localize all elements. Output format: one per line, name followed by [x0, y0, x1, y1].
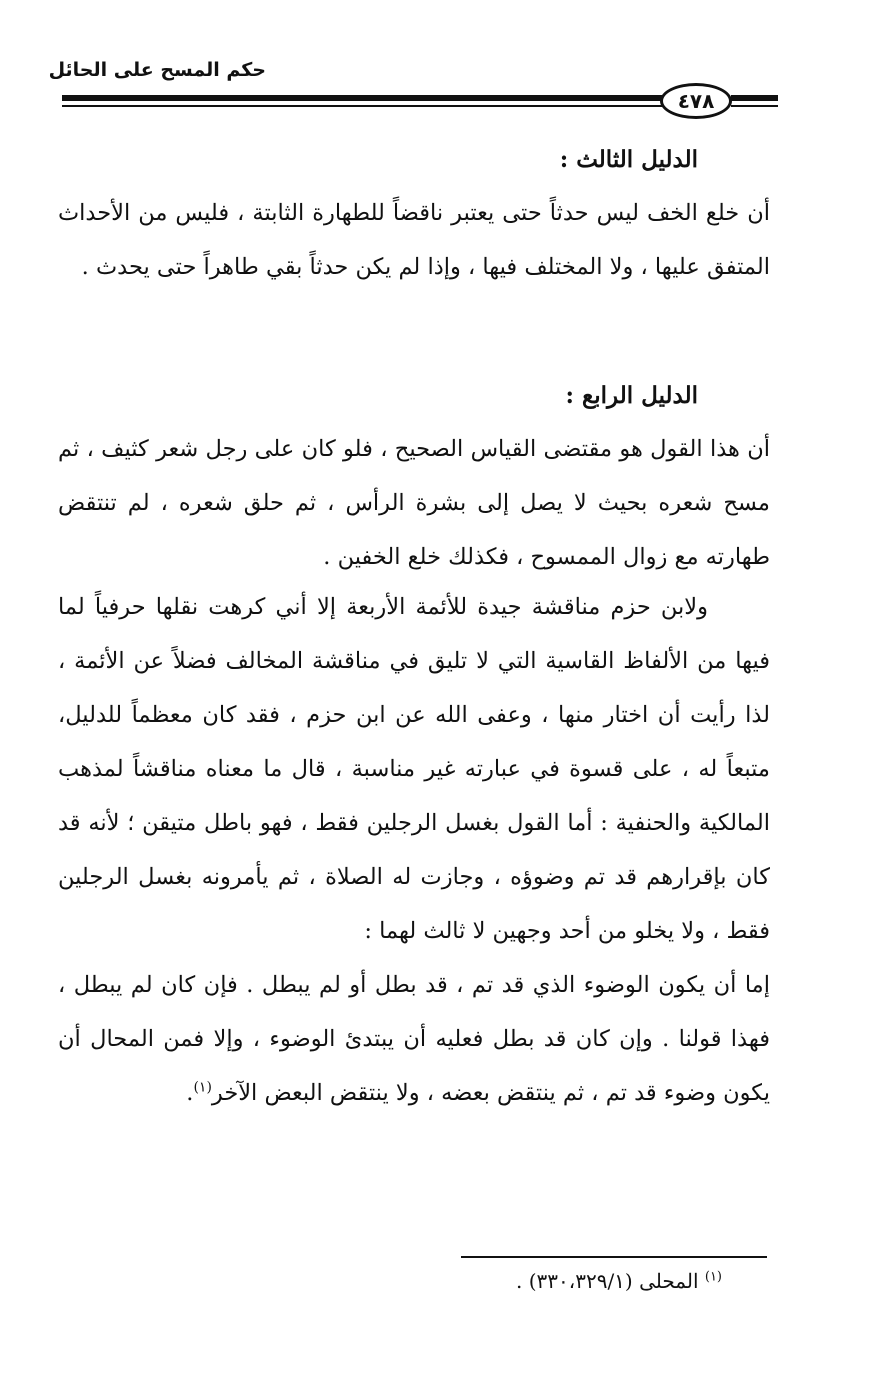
footnote-reference: (١): [193, 1079, 212, 1096]
footnote: [300, 1264, 722, 1298]
header-rule-thin: [62, 105, 665, 107]
page-number: ٤٧٨: [660, 83, 732, 119]
footnote-text: المحلى (٣٣٠،٣٢٩/١) .: [516, 1269, 699, 1293]
footnote-marker: (١): [704, 1269, 722, 1285]
either-or-text: إما أن يكون الوضوء الذي قد تم ، قد بطل أو لم يبطل . فإن كان لم يبطل ، فهذا قولنا . وإن كان قد بطل فعليه أن يبتدئ الوضوء ، وإلا فمن المحال أن يكون وضوء قد تم ، ثم ينتقض بعضه ، ولا ينتقض البعض الآخر: [58, 972, 770, 1106]
header-rule-thin-right: [731, 105, 778, 107]
header-rule-thick: [62, 95, 665, 101]
ibn-hazm-paragraph: ولابن حزم مناقشة جيدة للأئمة الأربعة إلا أني كرهت نقلها حرفياً لما فيها من الألفاظ القاسية التي لا تليق في مناقشة المخالف فضلاً عن الأئمة ، لذا رأيت أن اختار منها ، وعفى الله عن ابن حزم ، فقد كان معظماً للدليل، متبعاً له ، على قسوة في عبارته غير مناسبة ، قال ما معناه مناقشاً لمذهب المالكية والحنفية : أما القول بغسل الرجلين فقط ، فهو باطل متيقن ؛ لأنه قد كان بإقرارهم قد تم وضوؤه ، وجازت له الصلاة ، ثم يأمرونه بغسل الرجلين فقط ، ولا يخلو من أحد وجهين لا ثالث لهما :: [58, 594, 770, 944]
third-evidence-heading: الدليل الثالث :: [559, 146, 698, 173]
running-header-title: حكم المسح على الحائل: [48, 59, 266, 81]
footnote-separator: [461, 1256, 767, 1258]
third-evidence-paragraph: أن خلع الخف ليس حدثاً حتى يعتبر ناقضاً للطهارة الثابتة ، فليس من الأحداث المتفق عليها ، ولا المختلف فيها ، وإذا لم يكن حدثاً بقي طاهراً حتى يحدث .: [58, 200, 770, 280]
header-rule-thick-right: [731, 95, 778, 101]
fourth-evidence-heading: الدليل الرابع :: [565, 382, 698, 409]
either-or-end: .: [186, 1080, 194, 1106]
either-or-paragraph: [58, 958, 770, 1120]
fourth-evidence-paragraph: أن هذا القول هو مقتضى القياس الصحيح ، فلو كان على رجل شعر كثيف ، ثم مسح شعره بحيث لا يصل إلى بشرة الرأس ، ثم حلق شعره ، لم تنتقض طهارته مع زوال الممسوح ، فكذلك خلع الخفين .: [58, 436, 770, 570]
